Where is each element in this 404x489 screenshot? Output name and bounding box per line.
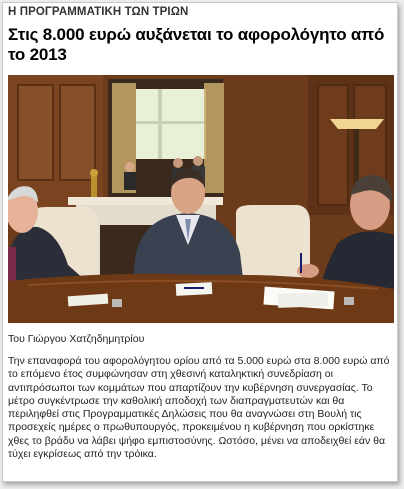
article-body: Την επαναφορά του αφορολόγητου ορίου από τα 5.000 ευρώ στα 8.000 ευρώ από το επόμενο έτος συμφώνησαν στη χθεσινή καταληκτική συνεδρίαση οι αντιπρόσωποι των κομμάτων που απαρτίζουν την κυβέρνηση συνεργασίας. Το μέτρο συγκέντρωσε την καθολική αποδοχή των διαπραγματευτών και θα περιληφθεί στις Προγραμματικές Δηλώσεις που θα αναγνώσει στη Βουλή τις προσεχείς ημέρες ο πρωθυπουργός, προκειμένου η κυβέρνηση που ορκίστηκε χθες το βράδυ να λάβει ψήφο εμπιστοσύνης. Ωστόσο, μένει να αποδειχθεί εάν θα τύχει εγκρίσεως από την τρόικα. (8, 355, 390, 461)
article-headline: Στις 8.000 ευρώ αυξάνεται το αφορολόγητο από το 2013 (8, 25, 385, 64)
news-photo (8, 75, 394, 323)
article-kicker: Η ΠΡΟΓΡΑΜΜΑΤΙΚΗ ΤΩΝ ΤΡΙΩΝ (8, 6, 189, 18)
lamp (330, 119, 384, 129)
article-frame (2, 2, 398, 482)
article-byline: Του Γιώργου Χατζηδημητρίου (8, 333, 145, 345)
